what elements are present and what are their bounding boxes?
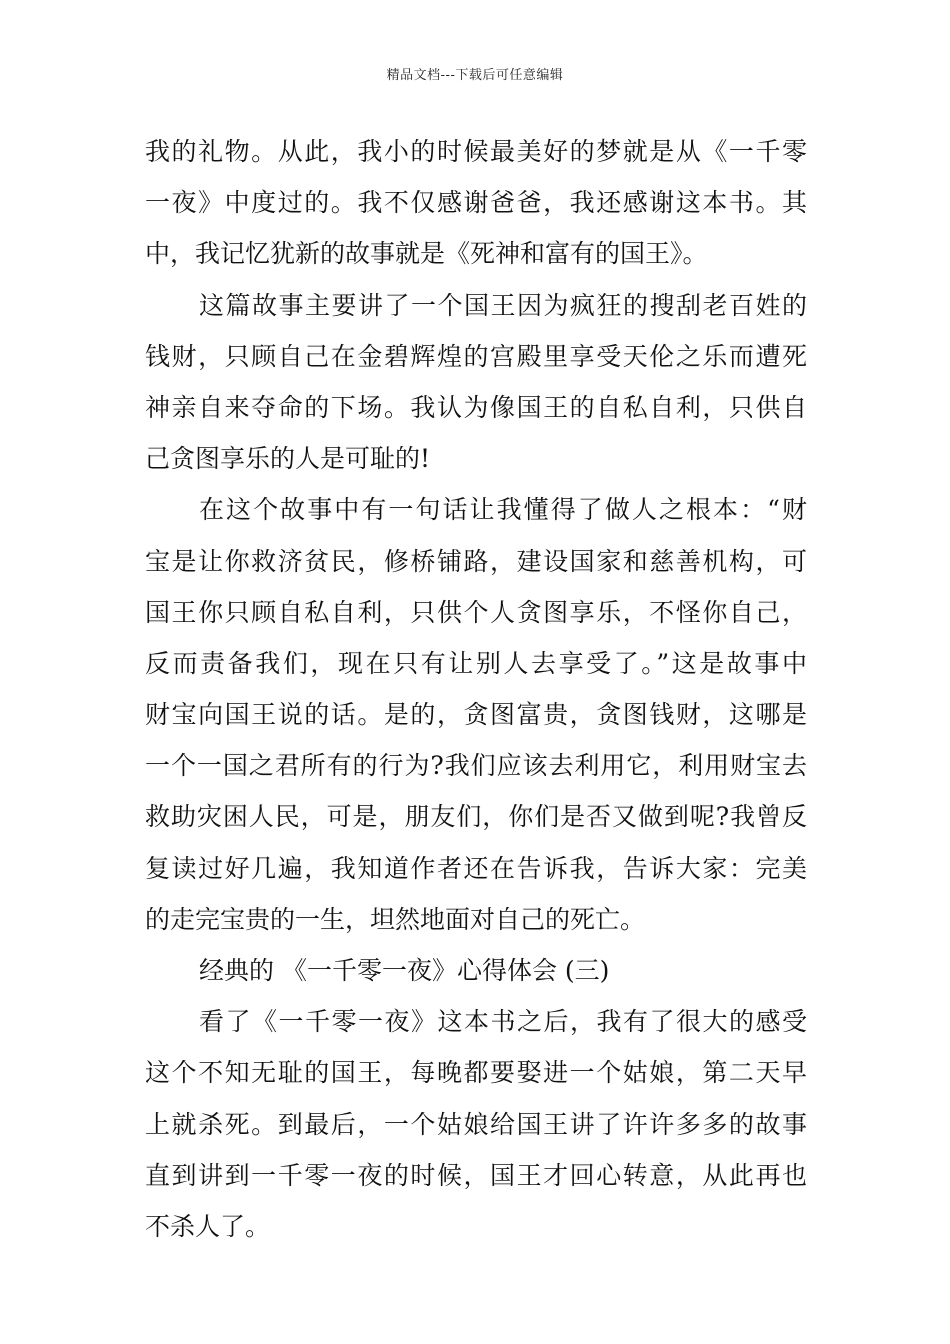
text-line: 一个一国之君所有的行为?我们应该去利用它，利用财宝去 (145, 751, 807, 781)
text-line: 反而责备我们，现在只有让别人去享受了。”这是故事中 (145, 648, 807, 678)
text-line: 一夜》中度过的。我不仅感谢爸爸，我还感谢这本书。其 (145, 188, 807, 218)
text-line: 神亲自来夺命的下场。我认为像国王的自私自利，只供自 (145, 392, 807, 422)
page-header: 精品文档---下载后可任意编辑 (386, 68, 564, 83)
text-line: 钱财，只顾自己在金碧辉煌的宫殿里享受天伦之乐而遭死 (145, 341, 807, 371)
text-line: 国王你只顾自私自利，只供个人贪图享乐，不怪你自己， (145, 597, 807, 627)
section-heading: 经典的 《一千零一夜》心得体会 (三) (199, 956, 610, 985)
paragraph-start-line: 这篇故事主要讲了一个国王因为疯狂的搜刮老百姓的 (199, 290, 807, 320)
text-line: 的走完宝贵的一生，坦然地面对自己的死亡。 (145, 904, 646, 934)
text-line: 这个不知无耻的国王，每晚都要娶进一个姑娘，第二天早 (145, 1058, 807, 1088)
text-line: 宝是让你救济贫民，修桥铺路，建设国家和慈善机构，可 (145, 546, 807, 576)
paragraph-start-line: 在这个故事中有一句话让我懂得了做人之根本：“财 (199, 495, 807, 525)
text-line: 我的礼物。从此，我小的时候最美好的梦就是从《一千零 (145, 137, 807, 166)
text-line: 己贪图享乐的人是可耻的! (145, 444, 431, 474)
text-line: 不杀人了。 (145, 1211, 271, 1241)
text-line: 中，我记忆犹新的故事就是《死神和富有的国王》。 (145, 239, 708, 269)
text-line: 救助灾困人民，可是，朋友们，你们是否又做到呢?我曾反 (145, 802, 807, 832)
text-line: 上就杀死。到最后，一个姑娘给国王讲了许许多多的故事 (145, 1109, 807, 1139)
text-line: 复读过好几遍，我知道作者还在告诉我，告诉大家：完美 (145, 853, 807, 883)
document-body (145, 126, 807, 1252)
paragraph-start-line: 看了《一千零一夜》这本书之后，我有了很大的感受 (199, 1007, 807, 1037)
text-line: 财宝向国王说的话。是的，贪图富贵，贪图钱财，这哪是 (145, 700, 807, 730)
text-line: 直到讲到一千零一夜的时候，国王才回心转意，从此再也 (145, 1160, 807, 1190)
